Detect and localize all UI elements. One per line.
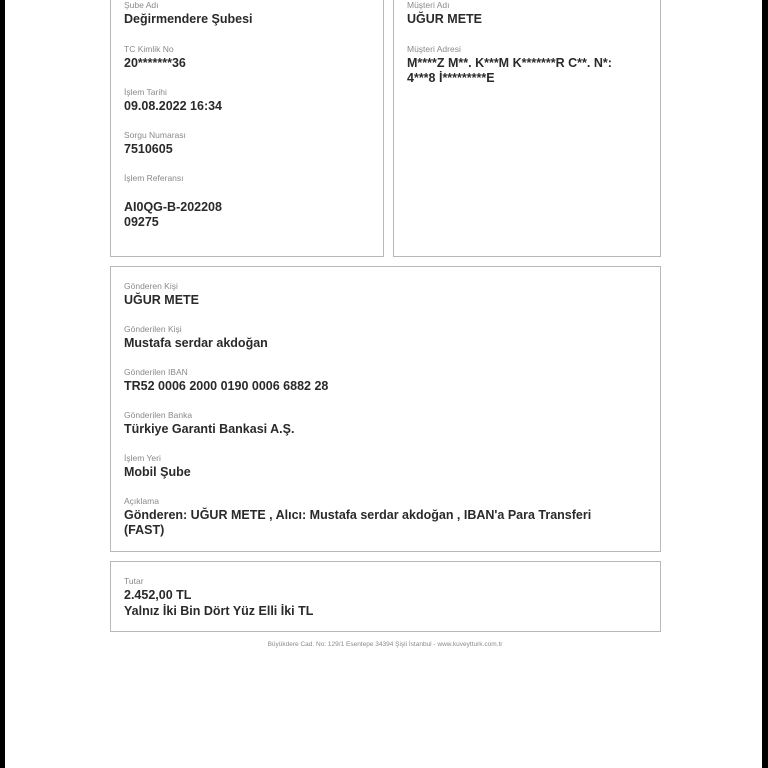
query-value: 7510605 bbox=[124, 142, 173, 156]
customer-address-field bbox=[407, 44, 650, 86]
channel-field bbox=[124, 453, 650, 480]
customer-address-label: Müşteri Adresi bbox=[407, 44, 461, 54]
receipt-page bbox=[5, 0, 762, 768]
reference-field bbox=[124, 173, 373, 230]
customer-name-value: UĞUR METE bbox=[407, 12, 482, 26]
bank-value: Türkiye Garanti Bankasi A.Ş. bbox=[124, 422, 295, 436]
iban-value: TR52 0006 2000 0190 0006 6882 28 bbox=[124, 379, 329, 393]
date-value: 09.08.2022 16:34 bbox=[124, 99, 223, 113]
tc-value: 20*******36 bbox=[124, 56, 186, 70]
iban-label: Gönderilen IBAN bbox=[124, 367, 188, 377]
amount-label: Tutar bbox=[124, 576, 144, 586]
date-field bbox=[124, 87, 373, 114]
branch-value: Değirmendere Şubesi bbox=[124, 12, 253, 26]
transaction-info-box bbox=[110, 0, 384, 257]
customer-info-box bbox=[393, 0, 661, 257]
description-label: Açıklama bbox=[124, 496, 159, 506]
customer-name-label: Müşteri Adı bbox=[407, 0, 450, 10]
recipient-field bbox=[124, 324, 650, 351]
amount-words: Yalnız İki Bin Dört Yüz Elli İki TL bbox=[124, 604, 314, 618]
sender-label: Gönderen Kişi bbox=[124, 281, 178, 291]
bank-label: Gönderilen Banka bbox=[124, 410, 193, 420]
recipient-label: Gönderilen Kişi bbox=[124, 324, 182, 334]
iban-field bbox=[124, 367, 650, 394]
tc-field bbox=[124, 44, 373, 71]
transfer-details-box bbox=[110, 266, 661, 552]
sender-field bbox=[124, 281, 650, 308]
tc-label: TC Kimlik No bbox=[124, 44, 174, 54]
query-label: Sorgu Numarası bbox=[124, 130, 186, 140]
bank-field bbox=[124, 410, 650, 437]
description-value: Gönderen: UĞUR METE , Alıcı: Mustafa serdar akdoğan , IBAN'a Para Transferi (FAST) bbox=[124, 508, 592, 537]
branch-label: Şube Adı bbox=[124, 0, 159, 10]
recipient-value: Mustafa serdar akdoğan bbox=[124, 336, 268, 350]
reference-label: İşlem Referansı bbox=[124, 173, 184, 183]
description-field bbox=[124, 496, 650, 538]
branch-field bbox=[124, 0, 373, 27]
footer-address: Büyükdere Cad. No: 129/1 Esentepe 34394 Şişli İstanbul - www.kuveytturk.com.tr bbox=[267, 641, 503, 648]
amount-value: 2.452,00 TL bbox=[124, 588, 192, 602]
reference-value: AI0QG-B-202208 09275 bbox=[124, 200, 222, 229]
customer-name-field bbox=[407, 0, 650, 27]
customer-address-value: M****Z M**. K***M K*******R C**. N*: 4***8 İ*********E bbox=[407, 56, 612, 85]
amount-field bbox=[124, 576, 650, 619]
amount-box bbox=[110, 561, 661, 632]
sender-value: UĞUR METE bbox=[124, 293, 199, 307]
query-field bbox=[124, 130, 373, 157]
channel-label: İşlem Yeri bbox=[124, 453, 161, 463]
channel-value: Mobil Şube bbox=[124, 465, 191, 479]
date-label: İşlem Tarihi bbox=[124, 87, 167, 97]
